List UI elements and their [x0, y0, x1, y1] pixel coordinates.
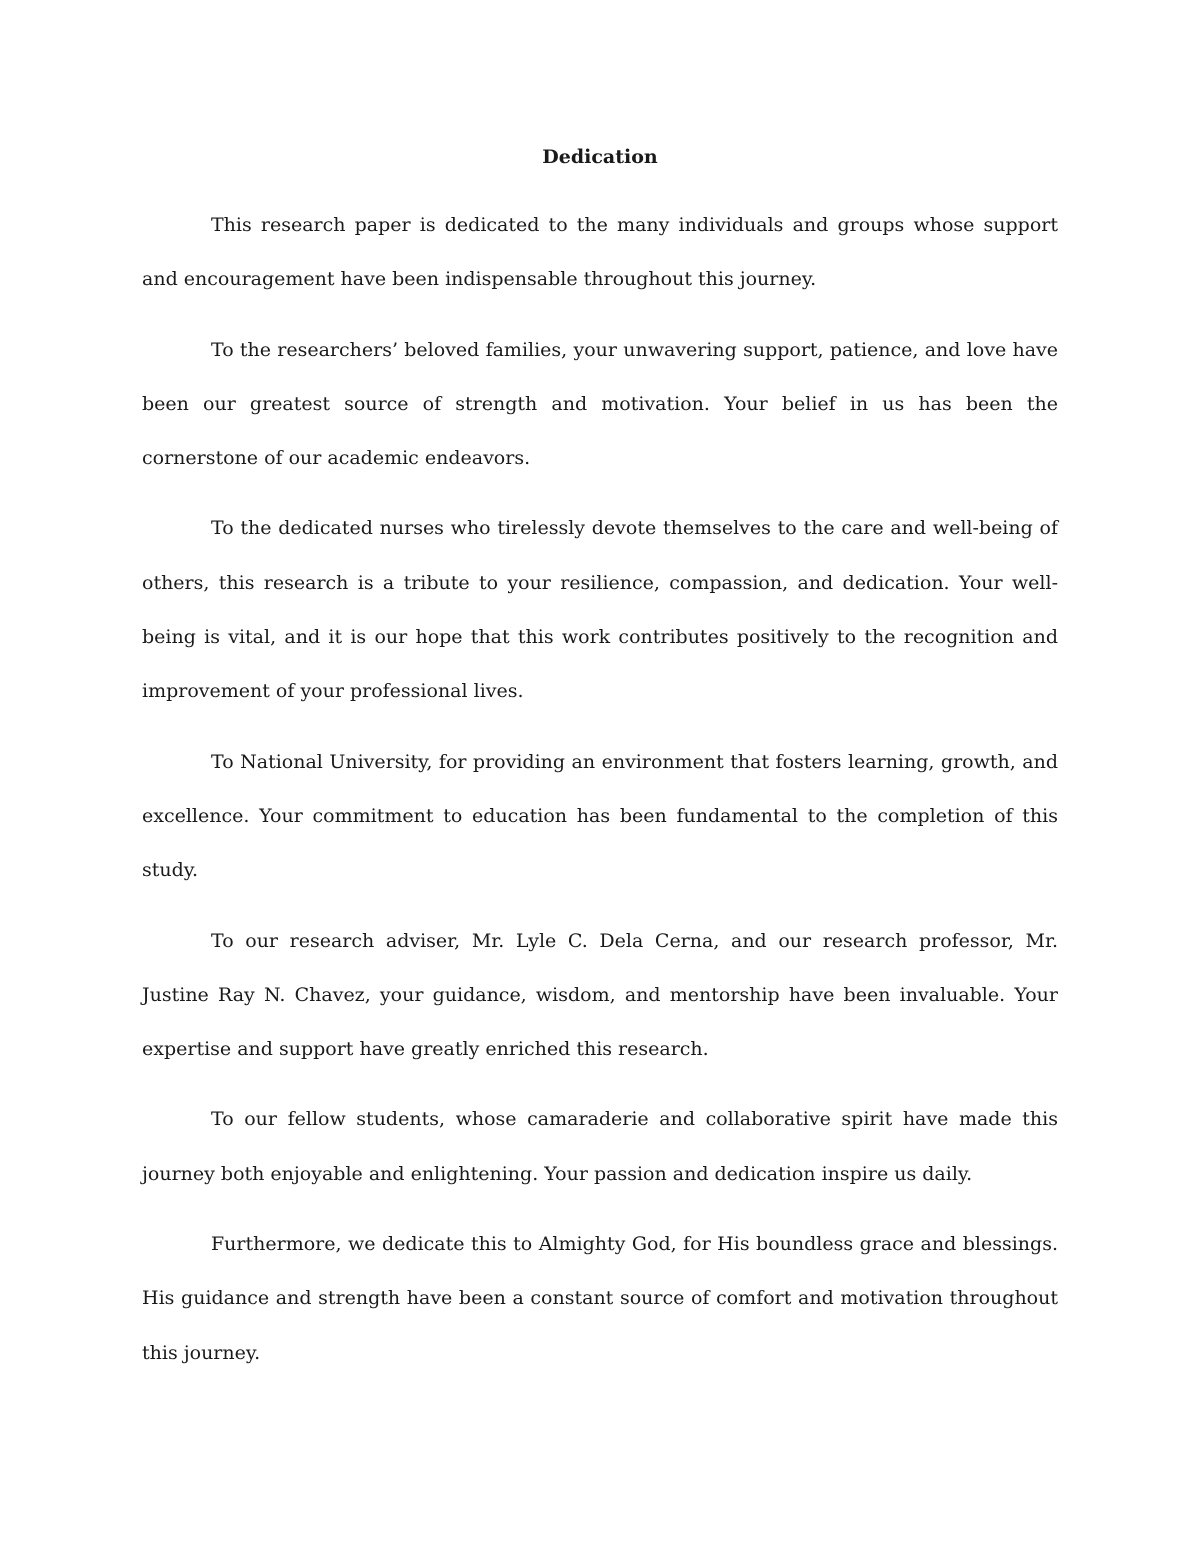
paragraph-god: Furthermore, we dedicate this to Almighty God, for His boundless grace and blessings. His guidance and strength have been a constant source of comfort and motivation throughout this journey. — [142, 1233, 1058, 1364]
page-title: Dedication — [542, 146, 658, 168]
paragraph-intro: This research paper is dedicated to the many individuals and groups whose support and encouragement have been indispensable throughout this journey. — [142, 214, 1058, 291]
paragraph-nurses: To the dedicated nurses who tirelessly devote themselves to the care and well-being of others, this research is a tribute to your resilience, compassion, and dedication. Your well-being is vital, and it is our hope that this work contributes positively to the recognition and improvement of your professional lives. — [142, 517, 1058, 703]
document-body — [142, 142, 1058, 1380]
paragraph-university: To National University, for providing an environment that fosters learning, growth, and excellence. Your commitment to education has been fundamental to the completion of this study. — [142, 750, 1058, 882]
paragraph-advisers: To our research adviser, Mr. Lyle C. Dela Cerna, and our research professor, Mr. Justine Ray N. Chavez, your guidance, wisdom, and mentorship have been invaluable. Your expertise and support have greatly enriched this research. — [142, 929, 1058, 1061]
paragraph-families: To the researchers’ beloved families, your unwavering support, patience, and love have been our greatest source of strength and motivation. Your belief in us has been the cornerstone of our academic endeavors. — [142, 338, 1058, 470]
paragraph-students: To our fellow students, whose camaraderie and collaborative spirit have made this journey both enjoyable and enlightening. Your passion and dedication inspire us daily. — [142, 1108, 1058, 1185]
